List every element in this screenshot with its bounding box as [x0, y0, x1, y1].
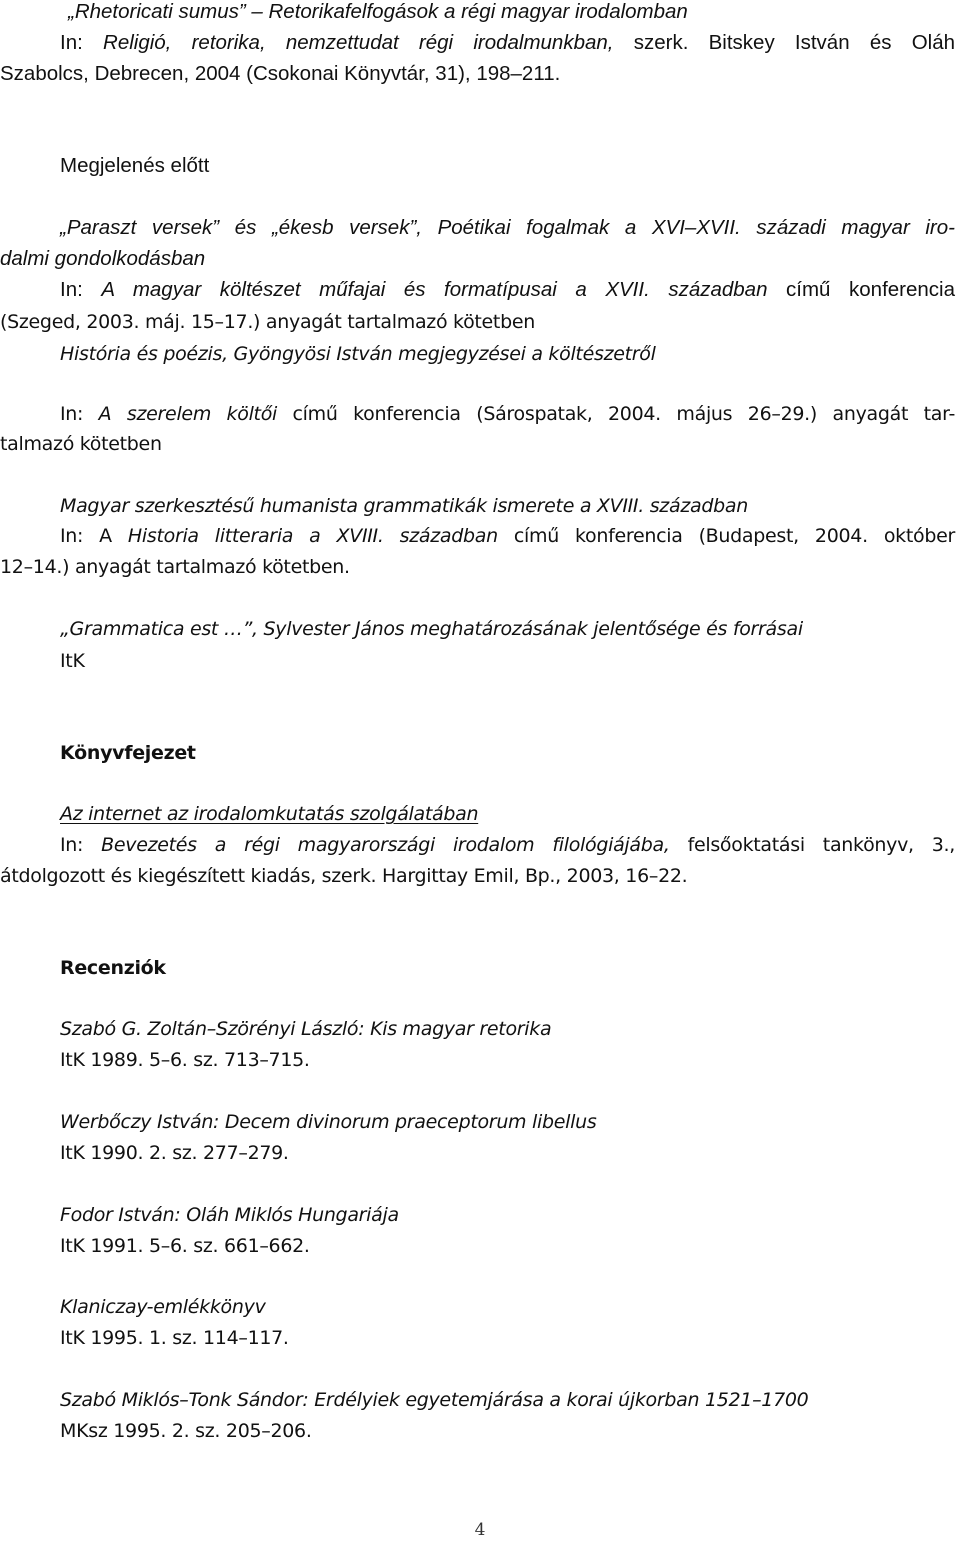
chapter-title: Az internet az irodalomkutatás szolgálatában	[60, 803, 479, 825]
section-heading-reviews: Recenziók	[60, 957, 166, 979]
in-rest: című konferencia (Sárospatak, 2004. május 26–29.) anyagát tar-	[277, 403, 956, 425]
in-title: Bevezetés a régi magyarországi irodalom filológiájába,	[101, 834, 670, 856]
chapter-source-cont: átdolgozott és kiegészített kiadás, szerk. Hargittay Emil, Bp., 2003, 16–22.	[0, 865, 688, 887]
entry-source-cont: Szabolcs, Debrecen, 2004 (Csokonai Könyvtár, 31), 198–211.	[0, 62, 561, 85]
review-title: Szabó Miklós–Tonk Sándor: Erdélyiek egyetemjárása a korai újkorban 1521–1700	[60, 1389, 809, 1411]
entry-source	[60, 521, 955, 552]
review-source: ItK 1989. 5–6. sz. 713–715.	[60, 1049, 310, 1071]
in-label: In:	[60, 31, 104, 54]
review-title: Klaniczay-emlékkönyv	[60, 1296, 266, 1318]
entry-title: História és poézis, Gyöngyösi István megjegyzései a költészetről	[60, 343, 656, 365]
entry-source	[60, 27, 955, 58]
in-title: Religió, retorika, nemzettudat régi irodalmunkban,	[103, 31, 614, 54]
entry-source	[60, 274, 955, 305]
review-source: MKsz 1995. 2. sz. 205–206.	[60, 1420, 312, 1442]
entry-source	[60, 399, 955, 430]
review-title: Szabó G. Zoltán–Szörényi László: Kis magyar retorika	[60, 1018, 552, 1040]
entry-title: „Paraszt versek” és „ékesb versek”, Poétikai fogalmak a XVI–XVII. századi magyar iro-	[60, 216, 955, 239]
section-heading-book-chapter: Könyvfejezet	[60, 742, 196, 764]
page-number: 4	[474, 1520, 486, 1540]
in-rest: felsőoktatási tankönyv, 3.,	[669, 834, 956, 856]
in-label: In:	[60, 403, 99, 425]
in-title: Historia litteraria a XVIII. században	[127, 525, 498, 547]
review-source: ItK 1990. 2. sz. 277–279.	[60, 1142, 289, 1164]
review-title: Werbőczy István: Decem divinorum praeceptorum libellus	[60, 1111, 597, 1133]
in-title: A szerelem költői	[98, 403, 278, 425]
section-heading-forthcoming: Megjelenés előtt	[60, 154, 210, 177]
entry-source-cont: 12–14.) anyagát tartalmazó kötetben.	[0, 556, 350, 578]
entry-title: „Rhetoricati sumus” – Retorikafelfogások a régi magyar irodalomban	[68, 0, 688, 23]
in-rest: című konferencia	[767, 278, 955, 301]
entry-title-cont: dalmi gondolkodásban	[0, 247, 206, 270]
entry-journal: ItK	[60, 650, 85, 672]
review-source: ItK 1991. 5–6. sz. 661–662.	[60, 1235, 310, 1257]
in-label: In: A	[60, 525, 128, 547]
in-label: In:	[60, 834, 102, 856]
in-title: A magyar költészet műfajai és formatípusai a XVII. században	[101, 278, 768, 301]
entry-source-cont: talmazó kötetben	[0, 433, 162, 455]
review-source: ItK 1995. 1. sz. 114–117.	[60, 1327, 289, 1349]
chapter-source	[60, 830, 955, 861]
in-rest: című konferencia (Budapest, 2004. október	[497, 525, 956, 547]
in-label: In:	[60, 278, 102, 301]
in-rest: szerk. Bitskey István és Oláh	[613, 31, 955, 54]
entry-title: „Grammatica est …”, Sylvester János meghatározásának jelentősége és forrásai	[60, 618, 803, 640]
review-title: Fodor István: Oláh Miklós Hungariája	[60, 1204, 399, 1226]
entry-title: Magyar szerkesztésű humanista grammatikák ismerete a XVIII. században	[60, 495, 748, 517]
entry-source-cont: (Szeged, 2003. máj. 15–17.) anyagát tartalmazó kötetben	[0, 311, 535, 333]
